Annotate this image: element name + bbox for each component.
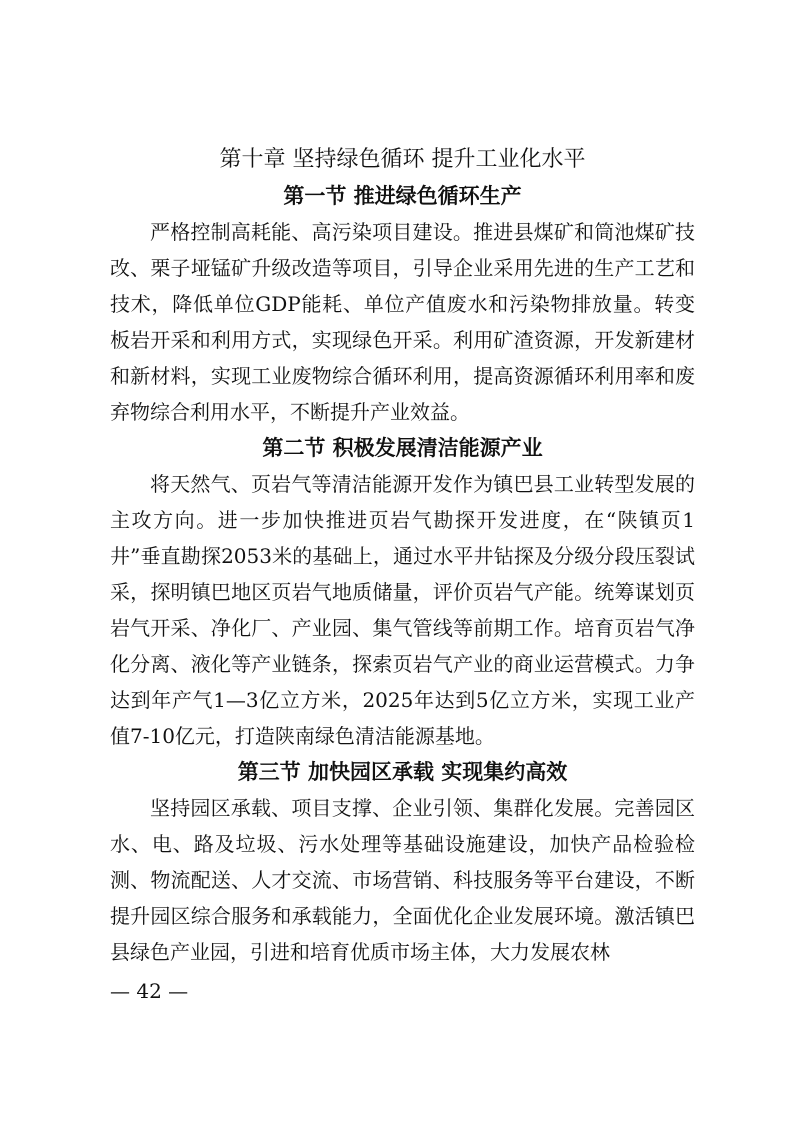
section-body: 严格控制高耗能、高污染项目建设。推进县煤矿和筒池煤矿技改、栗子垭锰矿升级改造等项目，引导企业采用先进的生产工艺和技术，降低单位GDP能耗、单位产值废水和污染物排放量。转变板岩开采和利用方式，实现绿色开采。利用矿渣资源，开发新建材和新材料，实现工业废物综合循环利用，提高资源循环利用率和废弃物综合利用水平，不断提升产业效益。 <box>110 220 695 424</box>
section-body: 将天然气、页岩气等清洁能源开发作为镇巴县工业转型发展的主攻方向。进一步加快推进页岩气勘探开发进度，在“陕镇页1井”垂直勘探2053米的基础上，通过水平井钻探及分级分段压裂试采，探明镇巴地区页岩气地质储量，评价页岩气产能。统筹谋划页岩气开采、净化厂、产业园、集气管线等前期工作。培育页岩气净化分离、液化等产业链条，探索页岩气产业的商业运营模式。力争达到年产气1—3亿立方米，2025年达到5亿立方米，实现工业产值7-10亿元，打造陕南绿色清洁能源基地。 <box>110 472 695 748</box>
chapter-title: 第十章 坚持绿色循环 提升工业化水平 <box>219 147 586 172</box>
section-title: 第一节 推进绿色循环生产 <box>283 184 522 208</box>
section-title: 第三节 加快园区承载 实现集约高效 <box>237 760 568 784</box>
section-body: 坚持园区承载、项目支撑、企业引领、集群化发展。完善园区水、电、路及垃圾、污水处理等基础设施建设，加快产品检验检测、物流配送、人才交流、市场营销、科技服务等平台建设，不断提升园区综合服务和承载能力，全面优化企业发展环境。激活镇巴县绿色产业园，引进和培育优质市场主体，大力发展农林 <box>110 796 695 964</box>
page-number: — 42 — <box>110 979 189 1003</box>
document-page <box>110 142 695 970</box>
section-title: 第二节 积极发展清洁能源产业 <box>262 436 543 460</box>
